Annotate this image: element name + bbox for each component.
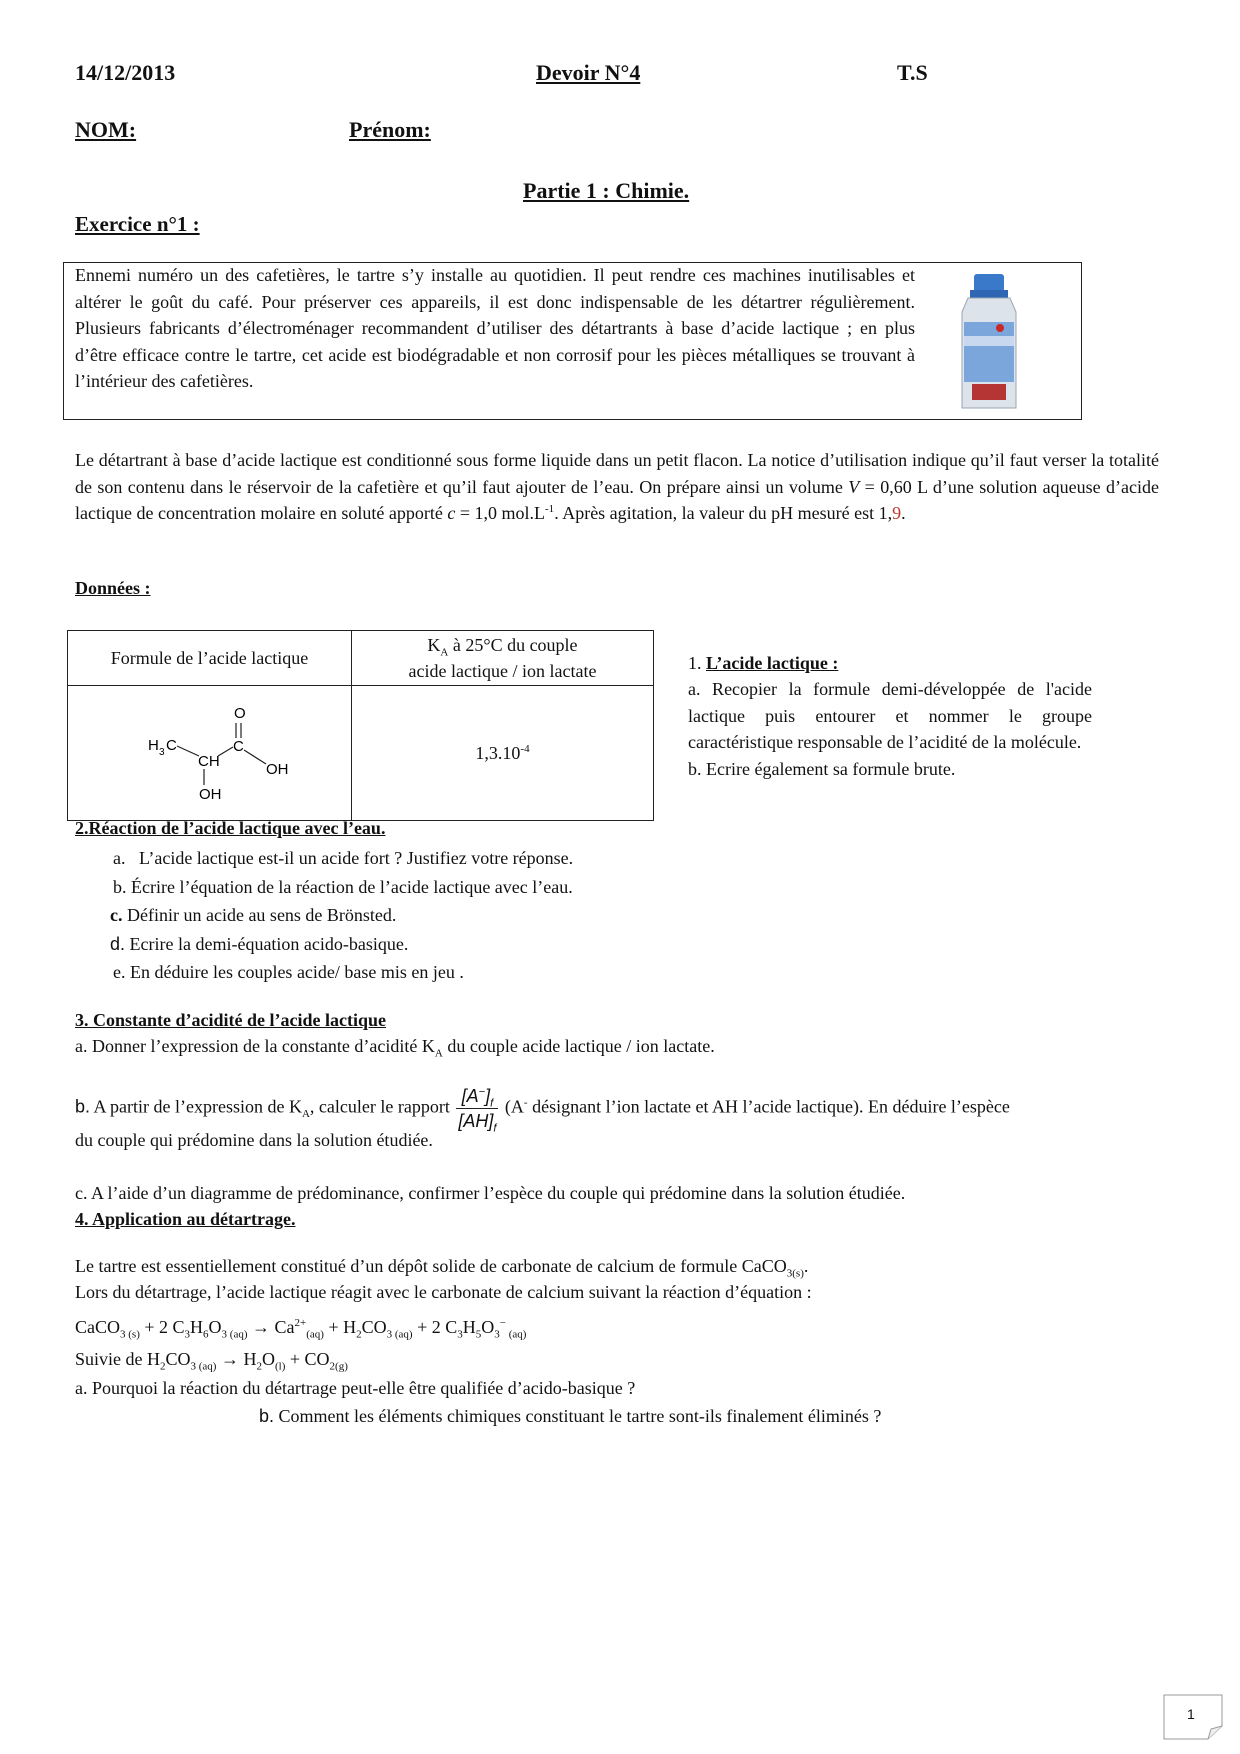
question-2-items: a. L’acide lactique est-il un acide fort ? Justifiez votre réponse. b. Écrire l’équation de la réaction de l’acide lactique avec l’eau. c. Définir un acide au sens de Brönsted. d. Ecrire la demi-équation acido-basique. e. En déduire les couples acide/ base mis en jeu . — [110, 848, 574, 982]
class-label: T.S — [897, 60, 928, 85]
svg-text:CH: CH — [197, 753, 220, 770]
donnees-title: Données : — [75, 578, 151, 598]
page-number: 1 — [1187, 1706, 1195, 1722]
question-4b: b. Comment les éléments chimiques constituant le tartre sont-ils finalement éliminés ? — [259, 1406, 882, 1426]
ratio-fraction: $\frac{[A^-]_f}{[AH]_f}$ — [458, 1086, 497, 1135]
question-2-title: 2.Réaction de l’acide lactique avec l’eau. — [75, 818, 386, 838]
exercice-title: Exercice n°1 : — [75, 212, 200, 236]
intro-text: Ennemi numéro un des cafetières, le tartre s’y installe au quotidien. Il peut rendre ces machines inutilisables et altérer le goût du café. Pour préserver ces appareils, il est donc indispensable de les détartrer régulièrement. Plusieurs fabricants d’électroménager recommandent d’utiliser des détartrants à base d’acide lactique ; en plus d’être efficace contre le tartre, cet acide est biodégradable et non corrosif pour les pièces métalliques se trouvant à l’intérieur des cafetières. — [75, 265, 915, 392]
question-1: 1. L’acide lactique : a. Recopier la formule demi-développée de l'acide lactique puis entourer et nommer le groupe caractéristique responsable de l’acidité de la molécule. b. Ecrire également sa formule brute. — [688, 653, 1092, 779]
descaler-bottle-image — [950, 272, 1028, 414]
table-header-formula: Formule de l’acide lactique — [68, 631, 352, 686]
reaction-equation: CaCO$_{3 (s)}$ + 2 $C_3H_6O_{3 (aq)} \to Ca^{2+}_{(aq)} + H_2CO_{3 (aq)} + 2$ $C_3H_5O_3^-$ $_{(aq)}$ — [75, 1317, 527, 1341]
svg-text:3: 3 — [158, 747, 165, 758]
date: 14/12/2013 — [75, 60, 176, 85]
lactic-acid-formula-cell — [68, 686, 352, 821]
svg-text:OH: OH — [198, 786, 221, 803]
question-4-title: 4. Application au détartrage. — [75, 1209, 296, 1229]
svg-text:H: H — [147, 737, 159, 754]
question-3a: a. Donner l’expression de la constante d’acidité $K_A$ du couple acide lactique / ion lactate. — [75, 1036, 715, 1060]
page-title: Devoir N°4 — [536, 60, 641, 85]
nom-label: NOM: — [75, 117, 137, 142]
data-table — [67, 630, 654, 821]
context-paragraph: Le détartrant à base d’acide lactique est conditionné sous forme liquide dans un petit flacon. La notice d’utilisation indique qu’il faut verser la totalité de son contenu dans le réservoir de la cafetière et qu’il faut ajouter de l’eau. On prépare ainsi un volume V = 0,60 L d’une solution aqueuse d’acide lactique de concentration molaire en soluté apporté c = 1,0 $mol.L^{-1}$. Après agitation, la valeur du pH mesuré est 1,9. — [75, 450, 1160, 524]
question-4a: a. Pourquoi la réaction du détartrage peut-elle être qualifiée d’acido-basique ? — [75, 1378, 636, 1398]
question-3b-cont: du couple qui prédomine dans la solution étudiée. — [75, 1130, 433, 1150]
svg-text:C: C — [165, 737, 177, 754]
question-4-p2: Lors du détartrage, l’acide lactique réagit avec le carbonate de calcium suivant la réaction d’équation : — [75, 1282, 812, 1302]
question-3c: c. A l’aide d’un diagramme de prédominance, confirmer l’espèce du couple qui prédomine dans la solution étudiée. — [75, 1183, 906, 1203]
svg-text:OH: OH — [265, 761, 288, 778]
question-3b: b. A partir de l’expression de $K_A$, calculer le rapport $\frac{[A^-]_f}{[AH]_f}$ (A- désignant l’ion lactate et AH l’acide lactique). En déduire l’espèce — [75, 1086, 1010, 1135]
question-3-title: 3. Constante d’acidité de l’acide lactique — [75, 1010, 386, 1030]
table-header-ka: $K_A$ à 25°C du couple acide lactique / ion lactate — [352, 631, 654, 686]
prenom-label: Prénom: — [349, 117, 431, 142]
lactic-acid-structure — [80, 688, 340, 813]
decomposition-equation: Suivie de $H_2CO_{3 (aq)} \to H_2O_{(l)} + CO_{2(g)}$ — [75, 1349, 348, 1373]
ka-value-cell: $1,3.10^{-4}$ — [352, 686, 654, 821]
partie-title: Partie 1 : Chimie. — [523, 178, 690, 203]
svg-text:O: O — [233, 705, 246, 722]
question-4-p1: Le tartre est essentiellement constitué d’un dépôt solide de carbonate de calcium de formule CaCO$_{3(s)}$. — [75, 1256, 809, 1280]
svg-text:C: C — [232, 738, 244, 755]
